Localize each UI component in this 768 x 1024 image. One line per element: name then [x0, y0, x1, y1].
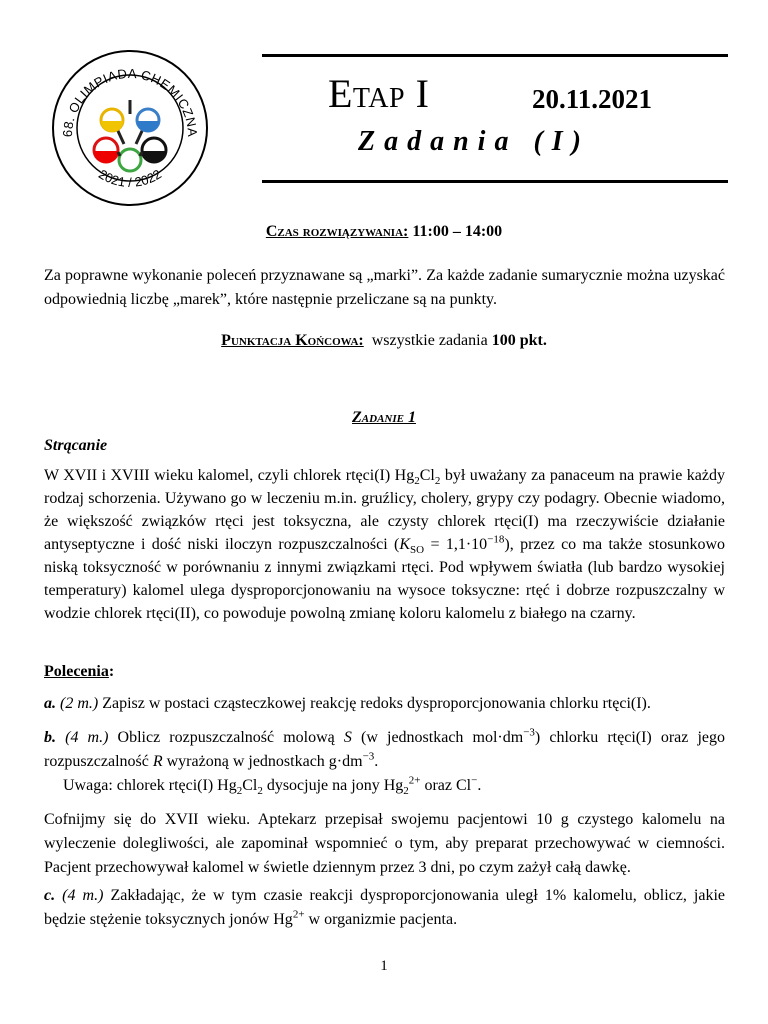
- stage-title: Etap I: [328, 71, 430, 116]
- exam-date: 20.11.2021: [532, 84, 653, 114]
- task-paragraph-2: Cofnijmy się do XVII wieku. Aptekarz przepisał swojemu pacjentowi 10 g czystego kalomelu na wyleczenie dolegliwości, ale zapominał wspomnieć o tym, aby preparat przechowywać w ciemności. Pacjent przechowywał kalomel w świetle dziennym przez 3 dni, po czym zażył całą dawkę.: [44, 811, 725, 876]
- command-a-label: a.: [44, 695, 56, 712]
- time-label: Czas rozwiązywania:: [265, 223, 409, 240]
- header-rule-bottom: [262, 180, 728, 183]
- olympiad-logo: [50, 48, 210, 208]
- svg-text:2021 / 2022: 2021 / 2022: [96, 166, 164, 190]
- command-a: a. (2 m.) Zapisz w postaci cząsteczkowej reakcję redoks dysproporcjonowania chlorku rtęci(I).: [44, 695, 651, 712]
- score-text: wszystkie zadania: [371, 332, 488, 349]
- score-label: Punktacja Końcowa:: [221, 332, 364, 349]
- svg-text:68. OLIMPIADA CHEMICZNA: 68. OLIMPIADA CHEMICZNA: [59, 65, 201, 138]
- task-heading: Zadanie 1: [352, 409, 416, 426]
- time-line: [0, 222, 768, 242]
- time-value: 11:00 – 14:00: [412, 223, 503, 240]
- header-rule-top: [262, 54, 728, 57]
- score-line: [0, 331, 768, 351]
- task-heading-line: [0, 408, 768, 428]
- command-b: b. (4 m.) Oblicz rozpuszczalność molową S (w jednostkach $mol\cdot dm^{-3}$) chlorku rtęci(I) oraz jego rozpuszczalność R wyrażoną w jednostkach $g\cdot dm^{-3}$.: [44, 726, 726, 770]
- commands-heading: Polecenia:: [44, 663, 115, 680]
- score-value: 100 pkt.: [491, 332, 547, 349]
- command-b-note: Uwaga: chlorek rtęci(I) $Hg_2Cl_2$ dysocjuje na jony $Hg_2^{2+}$ oraz Cl−.: [63, 774, 482, 798]
- command-c: c. (4 m.) Zakładając, że w tym czasie reakcji dysproporcjonowania uległ 1% kalomelu, oblicz, jakie będzie stężenie toksycznych jonów $Hg^{2+}$ w organizmie pacjenta.: [44, 887, 726, 928]
- page-number: 1: [380, 958, 388, 974]
- command-b-label: b.: [44, 729, 56, 746]
- flask-icons: [94, 100, 166, 171]
- intro-paragraph: Za poprawne wykonanie poleceń przyznawane są „marki”. Za każde zadanie sumarycznie można uzyskać odpowiednią liczbę „marek”, które następnie przeliczane są na punkty.: [44, 267, 725, 308]
- command-c-label: c.: [44, 887, 56, 904]
- task-title: Strącanie: [44, 437, 108, 454]
- tasks-subtitle: Zadania (I): [358, 126, 590, 157]
- task-paragraph-1: W XVII i XVIII wieku kalomel, czyli chlorek rtęci(I) $Hg_2Cl_2$ był uważany za panaceum na prawie każdy rodzaj schorzenia. Używano go w leczeniu m.in. gruźlicy, cholery, grypy czy podagry. Obecnie wiadomo, że większość związków rtęci jest toksyczna, ale czysty chlorek rtęci(I) ma rzeczywiście działanie antyseptyczne i dość niski iloczyn rozpuszczalności $(K_{SO} = 1,1\cdot 10^{-18})$, przez co ma także stosunkowo niską toksyczność w porównaniu z innymi związkami rtęci. Pod wpływem światła (lub bardzo wysokiej temperatury) kalomel ulega dysproporcjonowaniu na wysoce toksyczne: rtęć i dobrze rozpuszczalny w wodzie chlorek rtęci(II), co powoduje powolną zmianę koloru kalomelu z białego na czarny.: [44, 467, 726, 622]
